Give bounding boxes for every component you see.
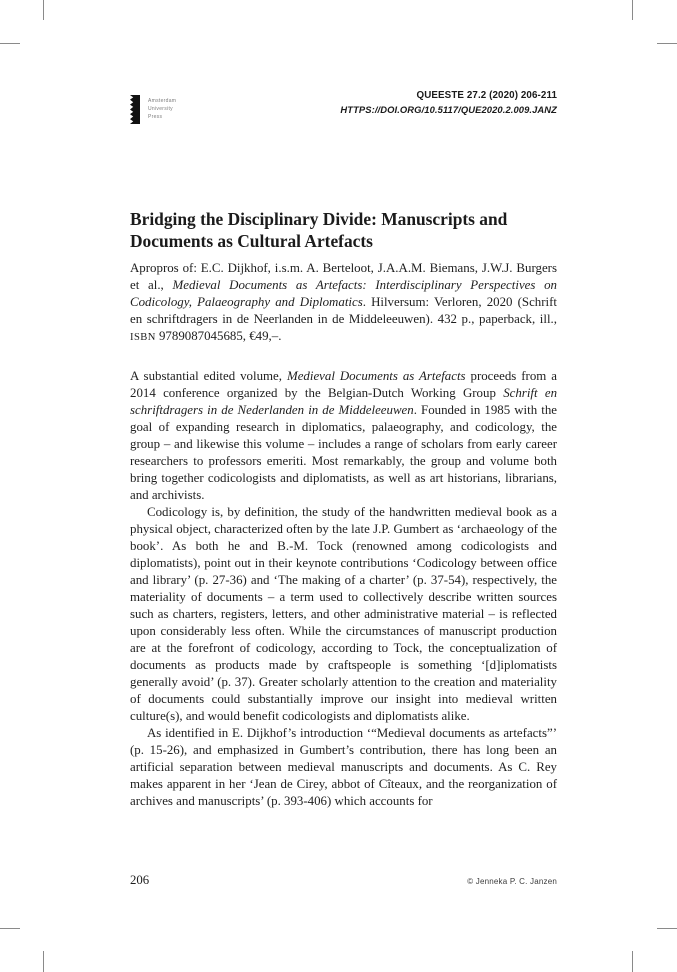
publisher-logo (130, 95, 220, 125)
article-body (130, 368, 557, 810)
page-number: 206 (130, 873, 150, 887)
crop-mark-bottom-right-horizontal (657, 928, 677, 929)
body-paragraph: As identified in E. Dijkhof’s introduction ‘“Medieval documents as artefacts”’ (p. 15-26), and emphasized in Gumbert’s contribution, there has long been an artificial separation between medieval manuscripts and documents. As C. Rey makes apparent in her ‘Jean de Cirey, abbot of Cîteaux, and the reorganization of archives and manuscripts’ (p. 393-406) which accounts for (130, 726, 557, 808)
reviewed-work-citation: Apropros of: E.C. Dijkhof, i.s.m. A. Berteloot, J.A.A.M. Biemans, J.W.J. Burgers et al., Medieval Documents as Artefacts: Interdisciplinary Perspectives on Codicology, Palaeography and Diplomatics. Hilversum: Verloren, 2020 (Schrift en schriftdragers in de Neerlanden in de Middeleeuwen). 432 p., paperback, ill., ISBN 9789087045685, €49,–. (130, 261, 558, 343)
amsterdam-university-press-logo-icon (130, 95, 140, 124)
publisher-name (148, 97, 176, 121)
body-paragraph: Codicology is, by definition, the study of the handwritten medieval book as a physical object, characterized often by the late J.P. Gumbert as ‘archaeology of the book’. As both he and B.-M. Tock (renowned among codicologists and diplomatists), point out in their keynote contributions ‘Codicology between office and library’ (p. 27-36) and ‘The making of a charter’ (p. 37-54), respectively, the materiality of documents – a term used to collectively describe written sources such as charters, registers, letters, and other administrative material – is reflected upon considerably less often. While the circumstances of manuscript production are at the forefront of codicology, according to Tock, the conceptualization of documents as products made by craftspeople is something ‘[d]iplomatists generally avoid’ (p. 37). Greater scholarly attention to the creation and materiality of documents could substantially improve our insight into medieval written culture(s), and would benefit codicologists and diplomatists alike. (130, 505, 557, 723)
crop-mark-bottom-left-horizontal (0, 928, 20, 929)
publisher-name-line: Press (148, 114, 163, 120)
doi-reference: HTTPS://DOI.ORG/10.5117/QUE2020.2.009.JANZ (340, 104, 557, 115)
crop-mark-bottom-left-vertical (43, 951, 44, 972)
article-title: Bridging the Disciplinary Divide: Manuscripts and Documents as Cultural Artefacts (130, 208, 508, 252)
crop-mark-top-left-horizontal (0, 43, 20, 44)
publisher-name-line: University (148, 106, 173, 112)
crop-mark-top-right-vertical (632, 0, 633, 20)
running-head (340, 90, 557, 115)
copyright-notice: © Jenneka P. C. Janzen (467, 877, 557, 886)
journal-issue-reference: QUEESTE 27.2 (2020) 206-211 (416, 90, 557, 101)
crop-mark-top-left-vertical (43, 0, 44, 20)
crop-mark-bottom-right-vertical (632, 951, 633, 972)
publisher-name-line: Amsterdam (148, 98, 177, 104)
crop-mark-top-right-horizontal (657, 43, 677, 44)
body-paragraph: A substantial edited volume, Medieval Documents as Artefacts proceeds from a 2014 conference organized by the Belgian-Dutch Working Group Schrift en schriftdragers in de Nederlanden in de Middeleeuwen. Founded in 1985 with the goal of expanding research in diplomatics, palaeography, and codicology, the group – and likewise this volume – includes a range of scholars from early career researchers to professors emeriti. Most remarkably, the group and volume both bring together codicologists and diplomatists, as well as art historians, librarians, and archivists. (130, 369, 558, 502)
